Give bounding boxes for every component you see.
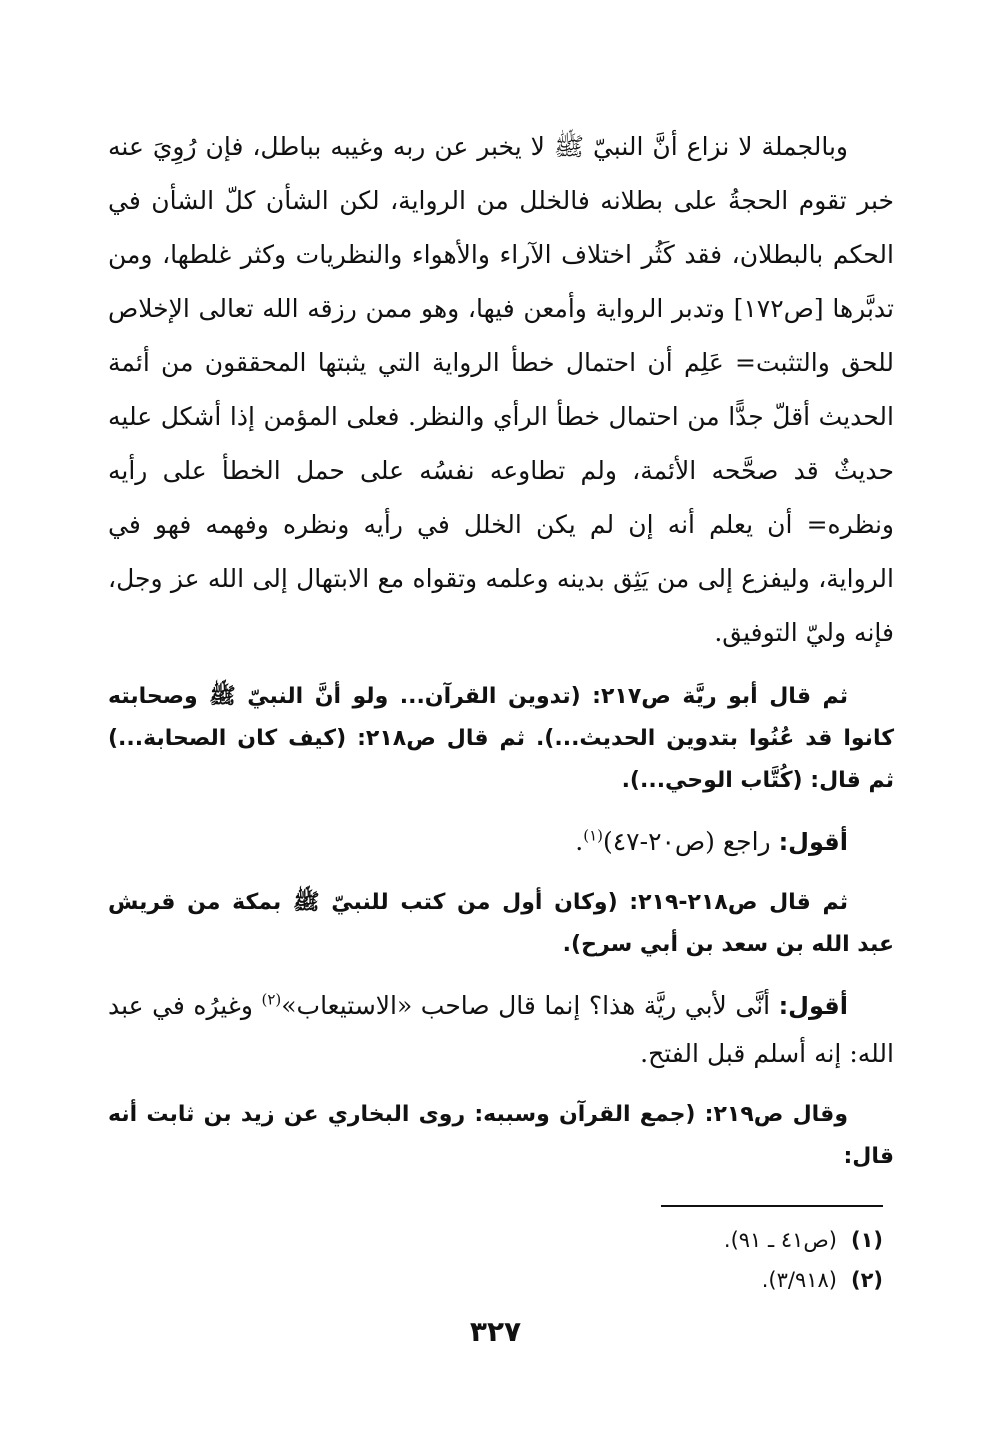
page-body	[108, 120, 894, 1360]
quote-abu-rayya-1: ثم قال أبو ريَّة ص٢١٧: (تدوين القرآن... ولو أنَّ النبيّ ﷺ وصحابته كانوا قد عُنُوا بتدوين الحديث...). ثم قال ص٢١٨: (كيف كان الصحابة...) ثم قال: (كُتَّاب الوحي...).	[108, 684, 894, 793]
paragraph-main: وبالجملة لا نزاع أنَّ النبيّ ﷺ لا يخبر عن ربه وغيبه بباطل، فإن رُوِيَ عنه خبر تقوم الحجةُ على بطلانه فالخلل من الرواية، لكن الشأن كلّ الشأن في الحكم بالبطلان، فقد كَثُر اختلاف الآراء والأهواء والنظريات وكثر غلطها، ومن تدبَّرها [ص١٧٢] وتدبر الرواية وأمعن فيها، وهو ممن رزقه الله تعالى الإخلاص للحق والتثبت= عَلِم أن احتمال خطأ الرواية التي يثبتها المحققون من أئمة الحديث أقلّ جدًّا من احتمال خطأ الرأي والنظر. فعلى المؤمن إذا أشكل عليه حديثٌ قد صحَّحه الأئمة، ولم تطاوعه نفسُه على حمل الخطأ على رأيه ونظره= أن يعلم أنه إن لم يكن الخلل في رأيه ونظره وفهمه فهو في الرواية، وليفزع إلى من يَثِق بدينه وعلمه وتقواه مع الابتهال إلى الله عز وجل، فإنه وليّ التوفيق.	[108, 132, 894, 647]
page-number: ٣٢٧	[469, 1315, 522, 1348]
footnote-text: (ص٤١ ـ ٩١).	[723, 1228, 837, 1252]
reply-text: راجع (ص٢٠-٤٧)	[602, 827, 771, 856]
reply-paragraph-2	[108, 982, 894, 1078]
footnote-text: (٣/٩١٨).	[761, 1268, 837, 1292]
quote-abu-rayya-3: وقال ص٢١٩: (جمع القرآن وسببه: روى البخاري عن زيد بن ثابت أنه قال:	[108, 1102, 894, 1169]
reply-text: أنَّى لأبي ريَّة هذا؟ إنما قال صاحب «الاستيعاب»	[281, 991, 771, 1020]
reply-keyword: أقول:	[778, 828, 848, 856]
footnote-number: (٢)	[850, 1268, 883, 1292]
reply-paragraph-1	[108, 818, 894, 866]
footnote-ref-2: (٢)	[261, 990, 282, 1009]
footnote-divider	[661, 1205, 883, 1207]
reply-end: .	[575, 827, 584, 856]
quote-abu-rayya-2: ثم قال ص٢١٨-٢١٩: (وكان أول من كتب للنبيّ ﷺ بمكة من قريش عبد الله بن سعد بن أبي سرح).	[108, 890, 894, 957]
footnotes	[724, 1220, 883, 1300]
footnote-item	[724, 1260, 883, 1300]
footnote-number: (١)	[850, 1228, 883, 1252]
reply-keyword: أقول:	[778, 992, 848, 1020]
reply-text-continued: وغيرُه في عبد الله: إنه أسلم قبل الفتح.	[108, 991, 894, 1068]
footnote-item	[724, 1220, 883, 1260]
footnote-ref-1: (١)	[583, 826, 603, 845]
